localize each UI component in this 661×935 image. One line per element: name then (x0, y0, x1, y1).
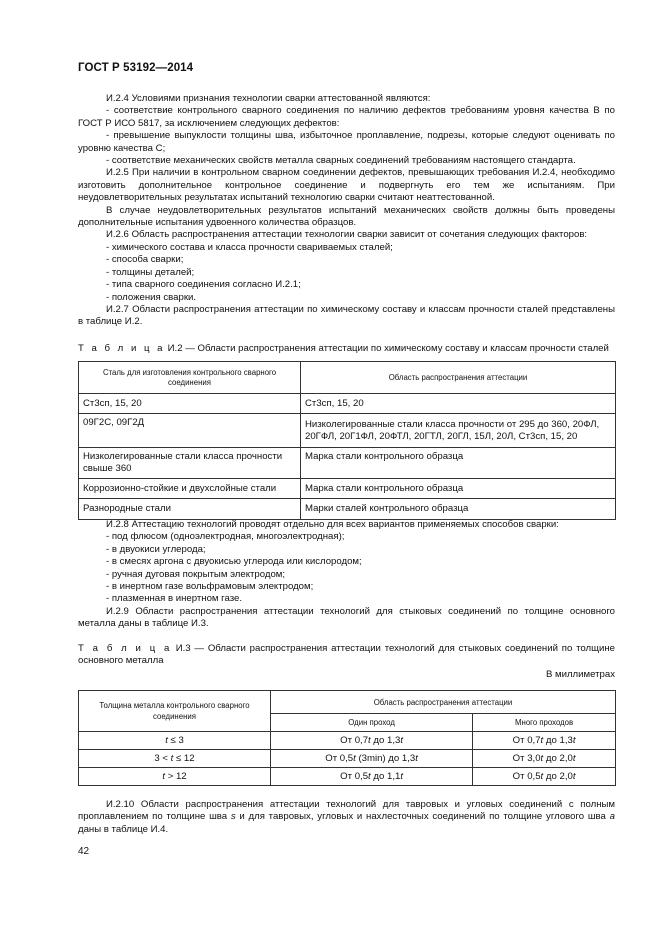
table-cell: Низколегированные стали класса прочности от 295 до 360, 20ФЛ, 20ГФЛ, 20Г1ФЛ, 20ФТЛ, 20ГТЛ, 20ГЛ, 15Л, 20Л, Ст3сп, 15, 20 (301, 414, 616, 448)
table-label: Т а б л и ц а (78, 343, 165, 354)
table-cell: От 0,5t (3min) до 1,3t (271, 750, 473, 768)
table-cell: Ст3сп, 15, 20 (301, 394, 616, 414)
table-cell: Коррозионно-стойкие и двухслойные стали (79, 479, 301, 499)
table-cell: От 0,7t до 1,3t (271, 732, 473, 750)
header-cell: Много проходов (473, 714, 616, 732)
table-cell: t > 12 (79, 768, 271, 786)
table-cell: 09Г2С, 09Г2Д (79, 414, 301, 448)
table-row (79, 750, 616, 768)
table-row (79, 732, 616, 750)
table-cell: От 0,7t до 1,3t (473, 732, 616, 750)
paragraph: И.2.6 Область распространения аттестации технологии сварки зависит от сочетания следующих факторов: (106, 229, 588, 241)
paragraph: - превышение выпуклости толщины шва, избыточное проплавление, подрезы, которые следуют оценивать по уровню качества С; (78, 130, 615, 154)
page-number: 42 (78, 846, 90, 857)
units-note: В миллиметрах (545, 669, 615, 680)
list-item: - в инертном газе вольфрамовым электродом; (106, 581, 314, 593)
header-group-cell: Область распространения аттестации (271, 691, 616, 714)
paragraph: И.2.10 Области распространения аттестации технологий для тавровых и угловых соединений с полным проплавлением по толщине шва s и для тавровых, угловых и нахлесточных соединений по толщине углового шва a даны в таблице И.4. (78, 799, 615, 835)
table-cell: От 0,5t до 2,0t (473, 768, 616, 786)
paragraph: И.2.8 Аттестацию технологий проводят отдельно для всех вариантов применяемых способов сварки: (106, 519, 559, 530)
table-row (79, 479, 616, 499)
header-cell: Область распространения аттестации (301, 362, 616, 394)
table-cell: От 0,5t до 1,1t (271, 768, 473, 786)
paragraph: И.2.9 Области распространения аттестации технологий для стыковых соединений по толщине основного металла даны в таблице И.3. (78, 605, 615, 630)
paragraph: И.2.4 Условиями признания технологии сварки аттестованной являются: (106, 93, 431, 104)
clauses-2-8-to-2-9 (78, 519, 615, 631)
paragraph: - соответствие контрольного сварного соединения по наличию дефектов требованиям уровня качества В по ГОСТ Р ИСО 5817, за исключением следующих дефектов: (78, 105, 615, 129)
standard-code-header: ГОСТ Р 53192—2014 (78, 62, 194, 74)
clause-2-10 (78, 799, 615, 836)
list-item: - положения сварки. (106, 291, 197, 303)
table-title: И.2 — Области распространения аттестации по химическому составу и классам прочности сталей (167, 343, 609, 354)
table-header-row (79, 691, 616, 714)
list-item: - ручная дуговая покрытым электродом; (106, 568, 286, 580)
table-row (79, 768, 616, 786)
table-2-caption (78, 343, 615, 355)
table-cell: От 3,0t до 2,0t (473, 750, 616, 768)
table-cell: Низколегированные стали класса прочности свыше 360 (79, 448, 301, 479)
table-cell: Марка стали контрольного образца (301, 448, 616, 479)
paragraph: И.2.5 При наличии в контрольном сварном соединении дефектов, превышающих требования И.2.4, необходимо изготовить дополнительное контрольное соединение и подвергнуть его тем же испытаниям. При неудовлетворительных результатах испытаний технологию сварки считают неаттестованной. (78, 167, 615, 204)
list-item: - в двуокиси углерода; (106, 543, 206, 555)
list-item: - под флюсом (одноэлектродная, многоэлектродная); (106, 531, 345, 543)
table-cell: 3 < t ≤ 12 (79, 750, 271, 768)
table-cell: Ст3сп, 15, 20 (79, 394, 301, 414)
clauses-2-4-to-2-7 (78, 93, 615, 329)
table-2 (78, 361, 616, 520)
list-item: - способа сварки; (106, 254, 184, 266)
paragraph: И.2.7 Области распространения аттестации по химическому составу и классам прочности сталей представлены в таблице И.2. (78, 303, 615, 328)
table-row (79, 499, 616, 520)
header-cell: Толщина металла контрольного сварного соединения (79, 691, 271, 732)
header-cell: Сталь для изготовления контрольного сварного соединения (79, 362, 301, 394)
table-header-row (79, 362, 616, 394)
table-cell: Разнородные стали (79, 499, 301, 520)
table-3-caption (78, 643, 615, 668)
table-title: И.3 — Области распространения аттестации технологий для стыковых соединений по толщине основного металла (78, 643, 615, 667)
table-label: Т а б л и ц а (78, 643, 172, 654)
list-item: - химического состава и класса прочности свариваемых сталей; (106, 241, 393, 253)
list-item: - типа сварного соединения согласно И.2.1; (106, 279, 301, 291)
table-cell: Марки сталей контрольного образца (301, 499, 616, 520)
header-cell: Один проход (271, 714, 473, 732)
table-row (79, 448, 616, 479)
table-row (79, 394, 616, 414)
paragraph: В случае неудовлетворительных результатов испытаний механических свойств должны быть проведены дополнительные испытания удвоенного количества образцов. (78, 204, 615, 229)
table-cell: t ≤ 3 (79, 732, 271, 750)
list-item: - в смесях аргона с двуокисью углерода или кислородом; (106, 556, 362, 568)
paragraph: - соответствие механических свойств металла сварных соединений требованиям настоящего стандарта. (106, 155, 576, 167)
list-item: - толщины деталей; (106, 266, 195, 278)
table-3 (78, 690, 616, 786)
list-item: - плазменная в инертном газе. (106, 593, 242, 605)
table-cell: Марка стали контрольного образца (301, 479, 616, 499)
table-row (79, 414, 616, 448)
